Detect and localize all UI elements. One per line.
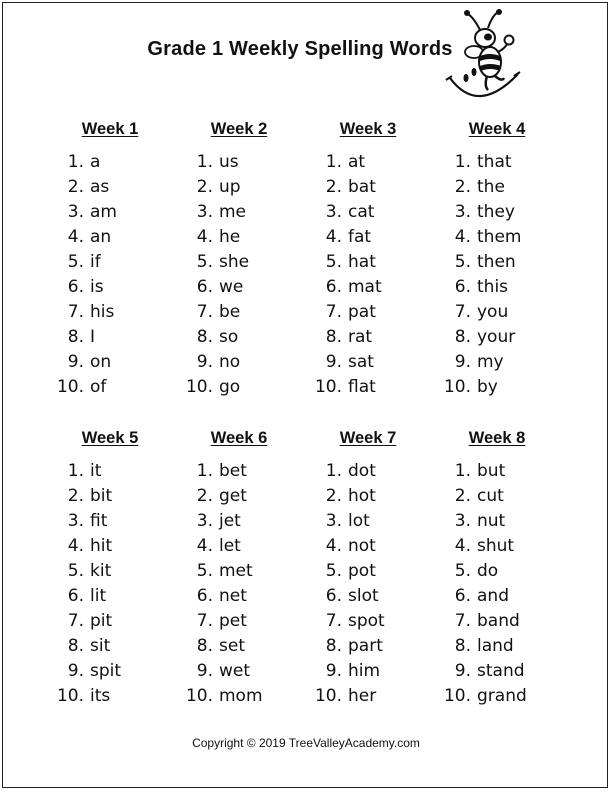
item-number: 2. [454, 486, 471, 506]
item-number: 4. [325, 227, 342, 247]
list-item [441, 200, 561, 225]
list-item [54, 509, 174, 534]
spelling-word: lot [348, 511, 370, 531]
list-item [441, 484, 561, 509]
week-5-column [54, 427, 174, 709]
item-number: 2. [67, 486, 84, 506]
week-title: Week 4 [468, 120, 526, 138]
item-number: 4. [67, 536, 84, 556]
item-number: 1. [67, 461, 84, 481]
word-list [312, 150, 432, 400]
item-number: 3. [67, 202, 84, 222]
spelling-word: fit [90, 511, 108, 531]
spelling-word: cut [477, 486, 504, 506]
list-item [441, 250, 561, 275]
list-item [183, 534, 303, 559]
spelling-word: part [348, 636, 383, 656]
item-number: 1. [454, 461, 471, 481]
item-number: 6. [67, 277, 84, 297]
item-number: 4. [196, 536, 213, 556]
spelling-word: him [348, 661, 381, 681]
word-list [441, 459, 561, 709]
item-number: 2. [196, 177, 213, 197]
spelling-word: mat [348, 277, 382, 297]
item-number: 6. [454, 586, 471, 606]
item-number: 9. [454, 661, 471, 681]
list-item [312, 559, 432, 584]
list-item [183, 325, 303, 350]
item-number: 3. [67, 511, 84, 531]
spelling-word: go [219, 377, 241, 397]
item-number: 7. [454, 611, 471, 631]
spelling-word: its [90, 686, 111, 706]
spelling-word: we [219, 277, 244, 297]
week-title: Week 7 [339, 429, 397, 447]
list-item [312, 509, 432, 534]
list-item [441, 375, 561, 400]
list-item [54, 300, 174, 325]
list-item [441, 534, 561, 559]
spelling-word: hot [348, 486, 376, 506]
list-item [183, 459, 303, 484]
spelling-word: rat [348, 327, 373, 347]
item-number: 4. [325, 536, 342, 556]
list-item [54, 559, 174, 584]
spelling-word: it [90, 461, 102, 481]
list-item [183, 484, 303, 509]
spelling-word: then [477, 252, 516, 272]
week-1-column [54, 118, 174, 400]
item-number: 1. [325, 152, 342, 172]
item-number: 8. [67, 327, 84, 347]
list-item [54, 634, 174, 659]
item-number: 4. [67, 227, 84, 247]
list-item [183, 559, 303, 584]
item-number: 1. [196, 461, 213, 481]
list-item [54, 484, 174, 509]
list-item [441, 150, 561, 175]
list-item [441, 175, 561, 200]
list-item [441, 300, 561, 325]
list-item [183, 175, 303, 200]
item-number: 8. [325, 327, 342, 347]
spelling-word: pet [219, 611, 247, 631]
list-item [183, 659, 303, 684]
spelling-word: lit [90, 586, 107, 606]
item-number: 7. [196, 611, 213, 631]
spelling-word: and [477, 586, 509, 606]
list-item [54, 250, 174, 275]
item-number: 4. [196, 227, 213, 247]
list-item [54, 375, 174, 400]
item-number: 2. [454, 177, 471, 197]
item-number: 4. [454, 227, 471, 247]
spelling-word: this [477, 277, 509, 297]
spelling-word: pot [348, 561, 376, 581]
week-title: Week 6 [210, 429, 268, 447]
spelling-word: cat [348, 202, 375, 222]
spelling-word: my [477, 352, 504, 372]
list-item [312, 659, 432, 684]
item-number: 3. [454, 202, 471, 222]
word-list [54, 150, 174, 400]
item-number: 5. [454, 561, 471, 581]
spelling-word: me [219, 202, 247, 222]
page-title: Grade 1 Weekly Spelling Words [147, 38, 453, 60]
list-item [441, 459, 561, 484]
list-item [54, 659, 174, 684]
list-item [312, 200, 432, 225]
spelling-word: us [219, 152, 239, 172]
word-list [183, 459, 303, 709]
spelling-word: land [477, 636, 514, 656]
week-4-column [441, 118, 561, 400]
spelling-word: spot [348, 611, 385, 631]
week-8-column [441, 427, 561, 709]
list-item [183, 509, 303, 534]
list-item [312, 325, 432, 350]
list-item [183, 375, 303, 400]
week-3-column [312, 118, 432, 400]
item-number: 10. [185, 377, 213, 397]
item-number: 6. [67, 586, 84, 606]
week-title: Week 2 [210, 120, 268, 138]
list-item [312, 634, 432, 659]
item-number: 6. [196, 586, 213, 606]
item-number: 7. [67, 611, 84, 631]
spelling-word: he [219, 227, 241, 247]
list-item [54, 150, 174, 175]
item-number: 5. [325, 252, 342, 272]
spelling-word: but [477, 461, 506, 481]
list-item [54, 350, 174, 375]
copyright-footer: Copyright © 2019 TreeValleyAcademy.com [192, 736, 420, 750]
item-number: 5. [196, 252, 213, 272]
item-number: 9. [67, 661, 84, 681]
item-number: 9. [196, 352, 213, 372]
item-number: 2. [325, 486, 342, 506]
item-number: 7. [67, 302, 84, 322]
spelling-word: bet [219, 461, 247, 481]
spelling-word: jet [219, 511, 241, 531]
list-item [441, 559, 561, 584]
list-item [441, 325, 561, 350]
item-number: 6. [325, 277, 342, 297]
list-item [183, 200, 303, 225]
list-item [312, 684, 432, 709]
spelling-word: is [90, 277, 104, 297]
spelling-word: hat [348, 252, 376, 272]
spelling-word: grand [477, 686, 527, 706]
list-item [441, 659, 561, 684]
item-number: 6. [196, 277, 213, 297]
week-title: Week 5 [81, 429, 139, 447]
list-item [183, 350, 303, 375]
item-number: 2. [196, 486, 213, 506]
list-item [312, 150, 432, 175]
list-item [54, 534, 174, 559]
spelling-word: her [348, 686, 377, 706]
item-number: 7. [325, 611, 342, 631]
item-number: 9. [67, 352, 84, 372]
item-number: 5. [454, 252, 471, 272]
list-item [183, 275, 303, 300]
item-number: 9. [325, 352, 342, 372]
week-title: Week 3 [339, 120, 397, 138]
list-item [312, 225, 432, 250]
item-number: 5. [325, 561, 342, 581]
spelling-word: as [90, 177, 110, 197]
spelling-word: spit [90, 661, 122, 681]
item-number: 7. [325, 302, 342, 322]
item-number: 6. [325, 586, 342, 606]
spelling-word: of [90, 377, 107, 397]
list-item [441, 275, 561, 300]
item-number: 8. [196, 327, 213, 347]
word-list [183, 150, 303, 400]
list-item [441, 634, 561, 659]
spelling-word: your [477, 327, 516, 347]
spelling-word: they [477, 202, 515, 222]
list-item [312, 584, 432, 609]
spelling-word: no [219, 352, 241, 372]
list-item [312, 459, 432, 484]
item-number: 2. [325, 177, 342, 197]
item-number: 8. [196, 636, 213, 656]
item-number: 1. [325, 461, 342, 481]
spelling-word: his [90, 302, 115, 322]
item-number: 1. [67, 152, 84, 172]
item-number: 6. [454, 277, 471, 297]
item-number: 10. [56, 377, 84, 397]
item-number: 3. [196, 511, 213, 531]
item-number: 10. [443, 377, 471, 397]
list-item [183, 609, 303, 634]
list-item [54, 584, 174, 609]
list-item [54, 459, 174, 484]
item-number: 10. [185, 686, 213, 706]
spelling-word: hit [90, 536, 113, 556]
list-item [54, 200, 174, 225]
spelling-word: by [477, 377, 498, 397]
spelling-word: if [90, 252, 101, 272]
spelling-word: wet [219, 661, 251, 681]
item-number: 5. [67, 561, 84, 581]
spelling-word: that [477, 152, 512, 172]
spelling-word: up [219, 177, 241, 197]
spelling-word: not [348, 536, 376, 556]
list-item [54, 275, 174, 300]
spelling-word: I [90, 327, 96, 347]
list-item [441, 609, 561, 634]
list-item [183, 225, 303, 250]
item-number: 10. [56, 686, 84, 706]
item-number: 3. [325, 511, 342, 531]
spelling-word: met [219, 561, 253, 581]
week-title: Week 8 [468, 429, 526, 447]
spelling-word: at [348, 152, 366, 172]
spelling-word: on [90, 352, 112, 372]
spelling-word: band [477, 611, 520, 631]
item-number: 5. [196, 561, 213, 581]
spelling-word: she [219, 252, 250, 272]
item-number: 4. [454, 536, 471, 556]
list-item [441, 509, 561, 534]
spelling-word: nut [477, 511, 506, 531]
list-item [54, 609, 174, 634]
spelling-word: mom [219, 686, 263, 706]
spelling-word: get [219, 486, 247, 506]
spelling-word: you [477, 302, 509, 322]
item-number: 3. [325, 202, 342, 222]
spelling-word: do [477, 561, 499, 581]
list-item [183, 300, 303, 325]
spelling-word: the [477, 177, 505, 197]
list-item [312, 375, 432, 400]
item-number: 10. [314, 686, 342, 706]
list-item [441, 225, 561, 250]
list-item [183, 684, 303, 709]
list-item [312, 350, 432, 375]
spelling-word: bit [90, 486, 113, 506]
spelling-word: net [219, 586, 247, 606]
spelling-word: let [219, 536, 241, 556]
spelling-word: dot [348, 461, 376, 481]
word-list [441, 150, 561, 400]
spelling-word: bat [348, 177, 376, 197]
list-item [183, 250, 303, 275]
item-number: 9. [196, 661, 213, 681]
spelling-word: slot [348, 586, 379, 606]
item-number: 5. [67, 252, 84, 272]
spelling-word: shut [477, 536, 515, 556]
list-item [312, 300, 432, 325]
item-number: 9. [454, 352, 471, 372]
spelling-word: pit [90, 611, 113, 631]
item-number: 7. [454, 302, 471, 322]
item-number: 3. [196, 202, 213, 222]
list-item [312, 534, 432, 559]
list-item [312, 250, 432, 275]
list-item [54, 175, 174, 200]
bee-smiley-icon [440, 8, 524, 112]
spelling-word: them [477, 227, 522, 247]
spelling-word: a [90, 152, 101, 172]
spelling-word: be [219, 302, 241, 322]
week-7-column [312, 427, 432, 709]
list-item [54, 325, 174, 350]
item-number: 10. [443, 686, 471, 706]
list-item [441, 584, 561, 609]
spelling-word: pat [348, 302, 376, 322]
spelling-word: sat [348, 352, 374, 372]
item-number: 1. [196, 152, 213, 172]
list-item [441, 684, 561, 709]
item-number: 8. [67, 636, 84, 656]
week-2-column [183, 118, 303, 400]
item-number: 8. [454, 327, 471, 347]
list-item [312, 484, 432, 509]
list-item [54, 225, 174, 250]
list-item [54, 684, 174, 709]
word-list [54, 459, 174, 709]
list-item [312, 275, 432, 300]
spelling-word: stand [477, 661, 525, 681]
list-item [312, 609, 432, 634]
item-number: 9. [325, 661, 342, 681]
list-item [183, 634, 303, 659]
spelling-word: flat [348, 377, 376, 397]
item-number: 8. [454, 636, 471, 656]
item-number: 2. [67, 177, 84, 197]
list-item [183, 584, 303, 609]
week-6-column [183, 427, 303, 709]
spelling-word: fat [348, 227, 372, 247]
item-number: 1. [454, 152, 471, 172]
spelling-word: kit [90, 561, 112, 581]
list-item [183, 150, 303, 175]
spelling-word: an [90, 227, 112, 247]
item-number: 3. [454, 511, 471, 531]
spelling-word: set [219, 636, 245, 656]
spelling-word: so [219, 327, 239, 347]
spelling-word: am [90, 202, 117, 222]
item-number: 8. [325, 636, 342, 656]
word-list [312, 459, 432, 709]
spelling-word: sit [90, 636, 111, 656]
list-item [312, 175, 432, 200]
item-number: 10. [314, 377, 342, 397]
list-item [441, 350, 561, 375]
item-number: 7. [196, 302, 213, 322]
week-title: Week 1 [81, 120, 139, 138]
